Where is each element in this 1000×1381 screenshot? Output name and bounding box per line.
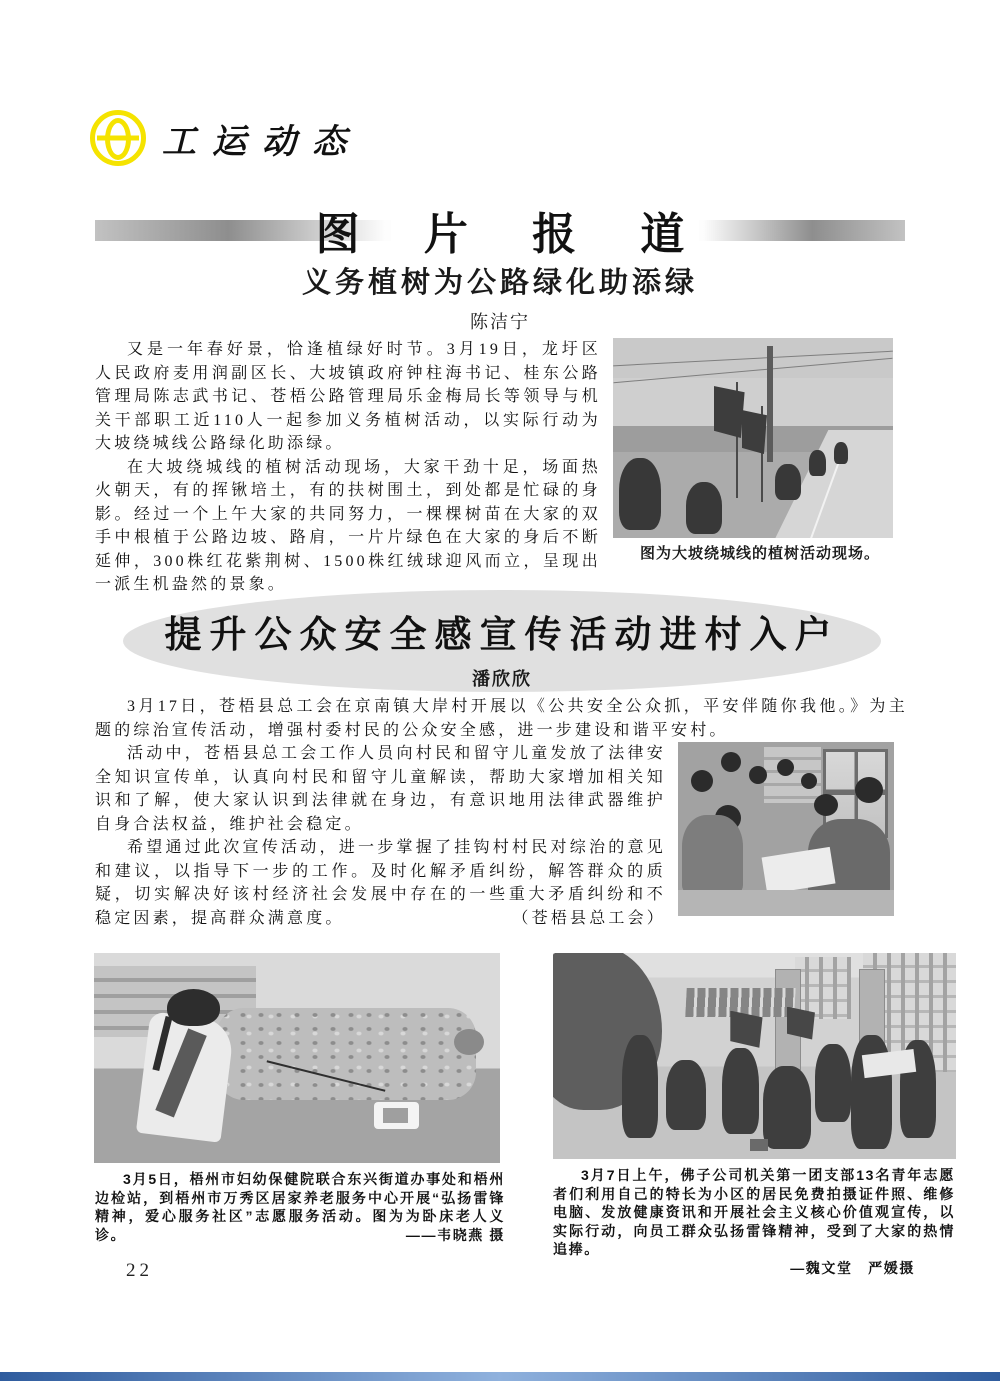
bottom-accent-bar (0, 1372, 1000, 1381)
photo2-person-head (721, 752, 741, 772)
section-header (95, 206, 905, 258)
photo1-wire (613, 351, 893, 367)
photo1-worker (619, 458, 661, 530)
article2-author: 潘欣欣 (472, 669, 532, 689)
photo4-banner (685, 988, 795, 1017)
photo3-bp-device (374, 1102, 419, 1129)
photo3-quilt (216, 1008, 476, 1100)
photo2-table (678, 890, 894, 916)
photo2-person-head (691, 770, 713, 792)
photo-bedside-checkup (94, 953, 500, 1163)
photo4-stool (750, 1139, 768, 1151)
photo2-person-head (855, 777, 883, 803)
photo3-patient-head (454, 1029, 484, 1055)
photo4-person (815, 1044, 851, 1122)
article1-paragraph: 又是一年春好景，恰逢植绿好时节。3月19日，龙圩区人民政府麦用润副区长、大坡镇政府钟柱海书记、桂东公路管理局陈志武书记、苍梧公路管理局乐金梅局长等领导与机关干部职工近110人一起参加义务植树活动，以实际行动为大坡绕城线公路绿化助添绿。 (95, 341, 601, 452)
photo-community-service (553, 953, 956, 1159)
masthead (90, 110, 362, 166)
article2-paragraph: 3月17日，苍梧县总工会在京南镇大岸村开展以《公共安全公众抓，平安伴随你我他。》为主题的综治宣传活动，增强村委村民的公众安全感，进一步建设和谐平安村。 (95, 698, 908, 739)
bottom-left-caption-text (95, 1170, 505, 1244)
photo1-flag (742, 410, 767, 454)
photo1-worker (809, 450, 826, 476)
photo4-person (722, 1048, 758, 1135)
article2-body (95, 695, 908, 930)
article2-paragraph-text: 希望通过此次宣传活动，进一步掌握了挂钩村村民对综治的意见和建议，以指导下一步的工作。及时化解矛盾纠纷，解答群众的质疑，切实解决好该村经济社会发展中存在的一些重大矛盾纠纷和不稳定因素，提高群众满意度。 (95, 839, 666, 927)
photo4-person (622, 1035, 658, 1138)
article1-body (95, 338, 907, 597)
bottom-right-credit: —魏文堂 严媛摄 (790, 1259, 915, 1276)
photo4-person (763, 1066, 811, 1148)
article2-paragraph: 活动中，苍梧县总工会工作人员向村民和留守儿童发放了法律安全知识宣传单，认真向村民和留守儿童解读，帮助大家增加相关知识和了解，使大家认识到法律就在身边，有意识地用法律武器维护自身合法权益，维护社会稳定。 (95, 745, 666, 833)
bottom-right-caption-text: 3月7日上午，佛子公司机关第一团支部13名青年志愿者们利用自己的特长为小区的居民免费拍摄证件照、维修电脑、发放健康资讯和开展社会主义核心价值观宣传，以实际行动，向员工群众弘扬雷锋精神，受到了大家的热情追捧。 (553, 1167, 955, 1257)
photo1-utility-pole (767, 346, 773, 462)
photo3-bp-screen (383, 1108, 408, 1123)
article2-header-ellipse (123, 590, 881, 692)
article1-photo-block (613, 338, 907, 563)
trade-union-logo-icon (90, 110, 146, 166)
logo-crossbar (97, 136, 139, 141)
page-number: 22 (126, 1260, 153, 1281)
bottom-right-photo-block (553, 953, 956, 1159)
bottom-left-caption (95, 1170, 505, 1244)
article1-author: 陈洁宁 (470, 312, 530, 332)
photo1-worker (775, 464, 800, 500)
article1-photo-caption: 图为大坡绕城线的植树活动现场。 (639, 545, 880, 562)
photo3-nurse-hair (167, 989, 220, 1027)
masthead-title: 工运动态 (162, 123, 362, 161)
photo1-flag (714, 386, 745, 438)
photo-tree-planting (613, 338, 893, 538)
bottom-left-credit: ——韦晓燕 摄 (405, 1226, 505, 1243)
article1-title: 义务植树为公路绿化助添绿 (301, 267, 698, 299)
photo2-person-body (682, 815, 742, 893)
article1-paragraph: 在大坡绕城线的植树活动现场，大家干劲十足，场面热火朝天，有的挥锹培土，有的扶树围土，到处都是忙碌的身影。经过一个上午大家的共同努力，一棵棵树苗在大家的双手中根植于公路边坡、路肩，一片片绿色在大家的身后不断延伸，300株红花紫荆树、1500株红绒球迎风而立，呈现出一派生机盎然的景象。 (95, 458, 601, 593)
photo4-person (666, 1060, 706, 1130)
bottom-right-caption (553, 1166, 955, 1277)
photo4-building (795, 957, 851, 1019)
caption-text: 3月5日，梧州市妇幼保健院联合东兴街道办事处和梧州边检站，到梧州市万秀区居家养老服务中心开展“弘扬雷锋精神，爱心服务社区”志愿服务活动。图为为卧床老人义诊。 (95, 1171, 505, 1243)
bottom-left-photo-block (94, 953, 500, 1163)
photo1-wire (613, 358, 892, 383)
section-title: 图 片 报 道 (315, 210, 711, 259)
article2-title: 提升公众安全感宣传活动进村入户 (164, 614, 840, 655)
article2-signature: （苍梧县总工会） (512, 909, 666, 927)
photo-children-reading (678, 742, 894, 916)
photo1-worker (834, 442, 848, 464)
article2-photo-block (678, 742, 908, 916)
photo1-worker (686, 482, 722, 534)
